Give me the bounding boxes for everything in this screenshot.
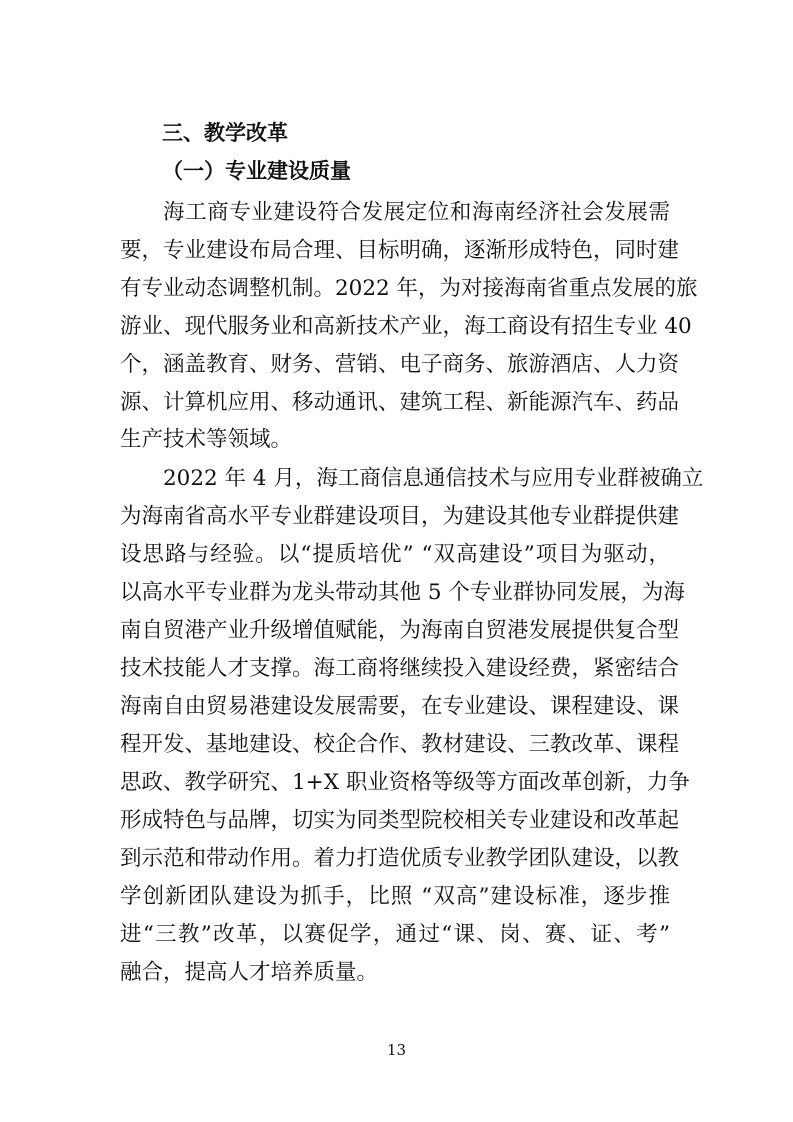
paragraph-2-line: 为海南省高水平专业群建设项目，为建设其他专业群提供建 <box>120 504 680 529</box>
paragraph-2-line: 技术技能人才支撑。海工商将继续投入建设经费，紧密结合 <box>120 656 680 681</box>
paragraph-1-line: 有专业动态调整机制。2022 年，为对接海南省重点发展的旅 <box>120 276 698 301</box>
paragraph-2-line: 融合，提高人才培养质量。 <box>120 960 379 985</box>
paragraph-1-line: 个，涵盖教育、财务、营销、电子商务、旅游酒店、人力资 <box>120 352 680 377</box>
page-number: 13 <box>386 1041 407 1059</box>
paragraph-2-line: 思政、教学研究、1+X 职业资格等级等方面改革创新，力争 <box>120 770 690 795</box>
paragraph-2-line: 南自贸港产业升级增值赋能，为海南自贸港发展提供复合型 <box>120 618 680 643</box>
paragraph-1-line: 生产技术等领域。 <box>120 427 293 452</box>
paragraph-2-line: 到示范和带动作用。着力打造优质专业教学团队建设，以教 <box>120 846 680 871</box>
paragraph-1-line: 海工商专业建设符合发展定位和海南经济社会发展需 <box>163 200 670 225</box>
paragraph-1-line: 源、计算机应用、移动通讯、建筑工程、新能源汽车、药品 <box>120 390 680 415</box>
paragraph-2-line: 学创新团队建设为抓手，比照 “双高”建设标准，逐步推 <box>120 884 670 909</box>
paragraph-2-line: 形成特色与品牌，切实为同类型院校相关专业建设和改革起 <box>120 808 680 833</box>
paragraph-2-line: 程开发、基地建设、校企合作、教材建设、三教改革、课程 <box>120 732 680 757</box>
paragraph-2-line: 进“三教”改革，以赛促学，通过“课、岗、赛、证、考” <box>120 922 670 947</box>
paragraph-2-line: 设思路与经验。以“提质培优” “双高建设”项目为驱动， <box>120 542 670 567</box>
paragraph-1-line: 要，专业建设布局合理、目标明确，逐渐形成特色，同时建 <box>120 238 680 263</box>
subsection-title: （一）专业建设质量 <box>162 159 351 183</box>
paragraph-1-line: 游业、现代服务业和高新技术产业，海工商设有招生专业 40 <box>120 314 692 339</box>
paragraph-2-line: 海南自由贸易港建设发展需要，在专业建设、课程建设、课 <box>120 694 680 719</box>
paragraph-2-line: 2022 年 4 月，海工商信息通信技术与应用专业群被确立 <box>163 466 704 491</box>
section-title: 三、教学改革 <box>162 121 288 145</box>
paragraph-2-line: 以高水平专业群为龙头带动其他 5 个专业群协同发展，为海 <box>120 580 685 605</box>
